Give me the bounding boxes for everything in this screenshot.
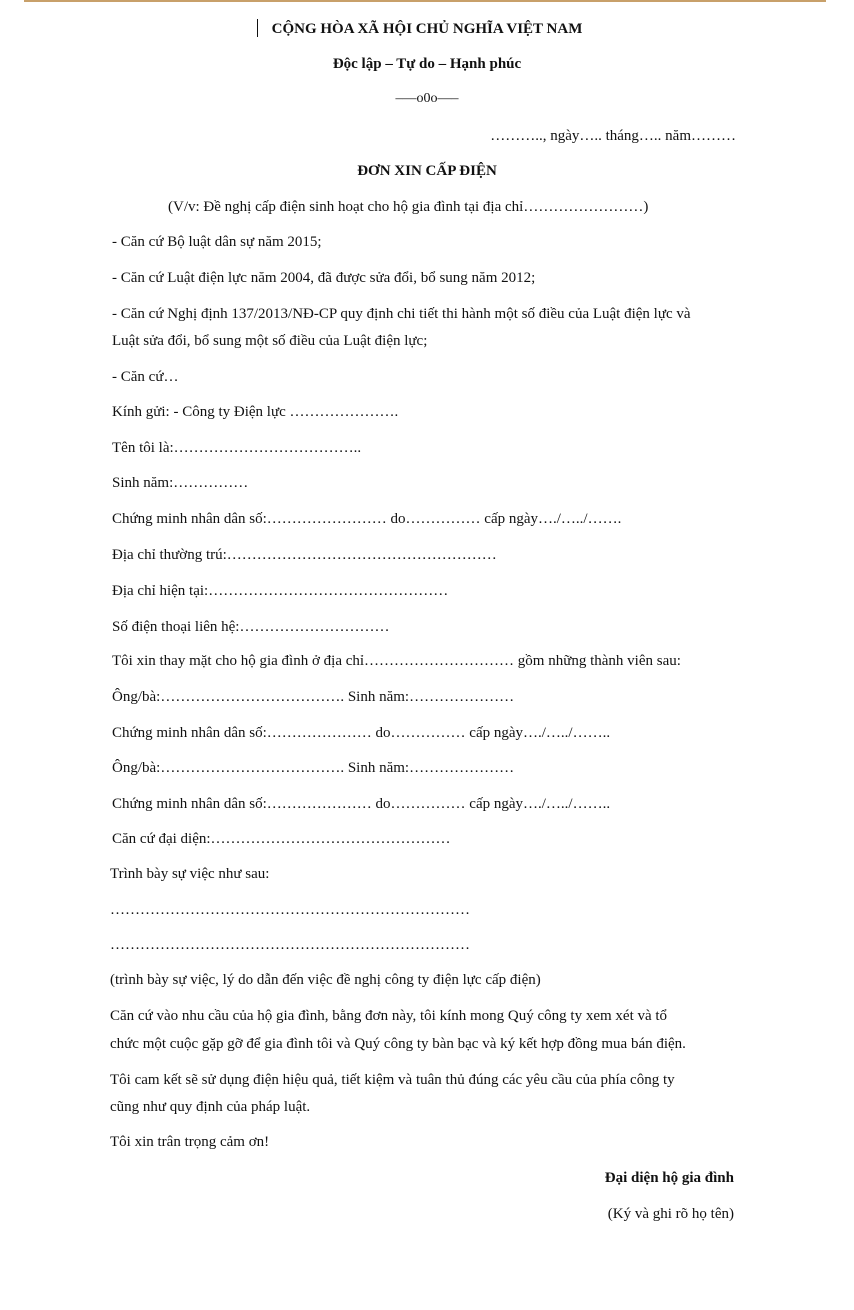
phone-field: Số điện thoại liên hệ:………………………… bbox=[112, 619, 390, 635]
legal-basis-3-cont: Luật sửa đổi, bổ sung một số điều của Luật điện lực; bbox=[112, 333, 428, 349]
thanks-line: Tôi xin trân trọng cảm ơn! bbox=[110, 1134, 270, 1150]
name-field: Tên tôi là:……………………………….. bbox=[112, 440, 362, 456]
statement-line-1: ……………………………………………………………… bbox=[110, 902, 470, 918]
document-title: ĐƠN XIN CẤP ĐIỆN bbox=[357, 163, 497, 179]
statement-hint: (trình bày sự việc, lý do dẫn đến việc đề nghị công ty điện lực cấp điện) bbox=[110, 972, 541, 988]
subject-line: (V/v: Đề nghị cấp điện sinh hoạt cho hộ gia đình tại địa chỉ……………………) bbox=[168, 199, 649, 215]
id-card-field: Chứng minh nhân dân số:…………………… do…………… cấp ngày…./…../……. bbox=[112, 511, 622, 527]
country-heading: CỘNG HÒA XÃ HỘI CHỦ NGHĨA VIỆT NAM bbox=[271, 21, 583, 37]
closing-paragraph-1: Căn cứ vào nhu cầu của hộ gia đình, bằng đơn này, tôi kính mong Quý công ty xem xét và tổ bbox=[110, 1008, 668, 1024]
member-2-name-field: Ông/bà:………………………………. Sinh năm:………………… bbox=[112, 760, 515, 776]
addressee-field: Kính gửi: - Công ty Điện lực …………………. bbox=[112, 404, 399, 420]
motto: Độc lập – Tự do – Hạnh phúc bbox=[332, 56, 522, 72]
legal-basis-1: - Căn cứ Bộ luật dân sự năm 2015; bbox=[112, 234, 322, 250]
separator: –—o0o—– bbox=[395, 91, 459, 106]
household-address-field: Tôi xin thay mặt cho hộ gia đình ở địa chỉ………………………… gồm những thành viên sau: bbox=[112, 653, 681, 669]
representation-basis-field: Căn cứ đại diện:………………………………………… bbox=[112, 831, 451, 847]
signature-note: (Ký và ghi rõ họ tên) bbox=[607, 1206, 734, 1222]
legal-basis-2: - Căn cứ Luật điện lực năm 2004, đã được sửa đổi, bổ sung năm 2012; bbox=[112, 270, 536, 286]
member-1-id-field: Chứng minh nhân dân số:………………… do…………… cấp ngày…./…../…….. bbox=[112, 725, 611, 741]
legal-basis-4: - Căn cứ… bbox=[112, 369, 179, 385]
closing-paragraph-1-cont: chức một cuộc gặp gỡ để gia đình tôi và Quý công ty bàn bạc và ký kết hợp đồng mua bán điện. bbox=[110, 1036, 686, 1052]
top-border-line bbox=[24, 0, 826, 2]
permanent-address-field: Địa chỉ thường trú:……………………………………………… bbox=[112, 547, 497, 563]
member-1-name-field: Ông/bà:………………………………. Sinh năm:………………… bbox=[112, 689, 515, 705]
birth-year-field: Sinh năm:…………… bbox=[112, 475, 249, 491]
statement-line-2: ……………………………………………………………… bbox=[110, 937, 470, 953]
date-line: ……….., ngày….. tháng….. năm……… bbox=[490, 128, 736, 144]
current-address-field: Địa chỉ hiện tại:………………………………………… bbox=[112, 583, 449, 599]
signature-title: Đại diện hộ gia đình bbox=[604, 1170, 734, 1186]
commitment-paragraph: Tôi cam kết sẽ sử dụng điện hiệu quả, tiết kiệm và tuân thủ đúng các yêu cầu của phía công ty bbox=[110, 1072, 675, 1088]
statement-heading: Trình bày sự việc như sau: bbox=[110, 866, 270, 882]
legal-basis-3: - Căn cứ Nghị định 137/2013/NĐ-CP quy định chi tiết thi hành một số điều của Luật điện lực và bbox=[112, 306, 691, 322]
commitment-paragraph-cont: cũng như quy định của pháp luật. bbox=[110, 1099, 311, 1115]
member-2-id-field: Chứng minh nhân dân số:………………… do…………… cấp ngày…./…../…….. bbox=[112, 796, 611, 812]
